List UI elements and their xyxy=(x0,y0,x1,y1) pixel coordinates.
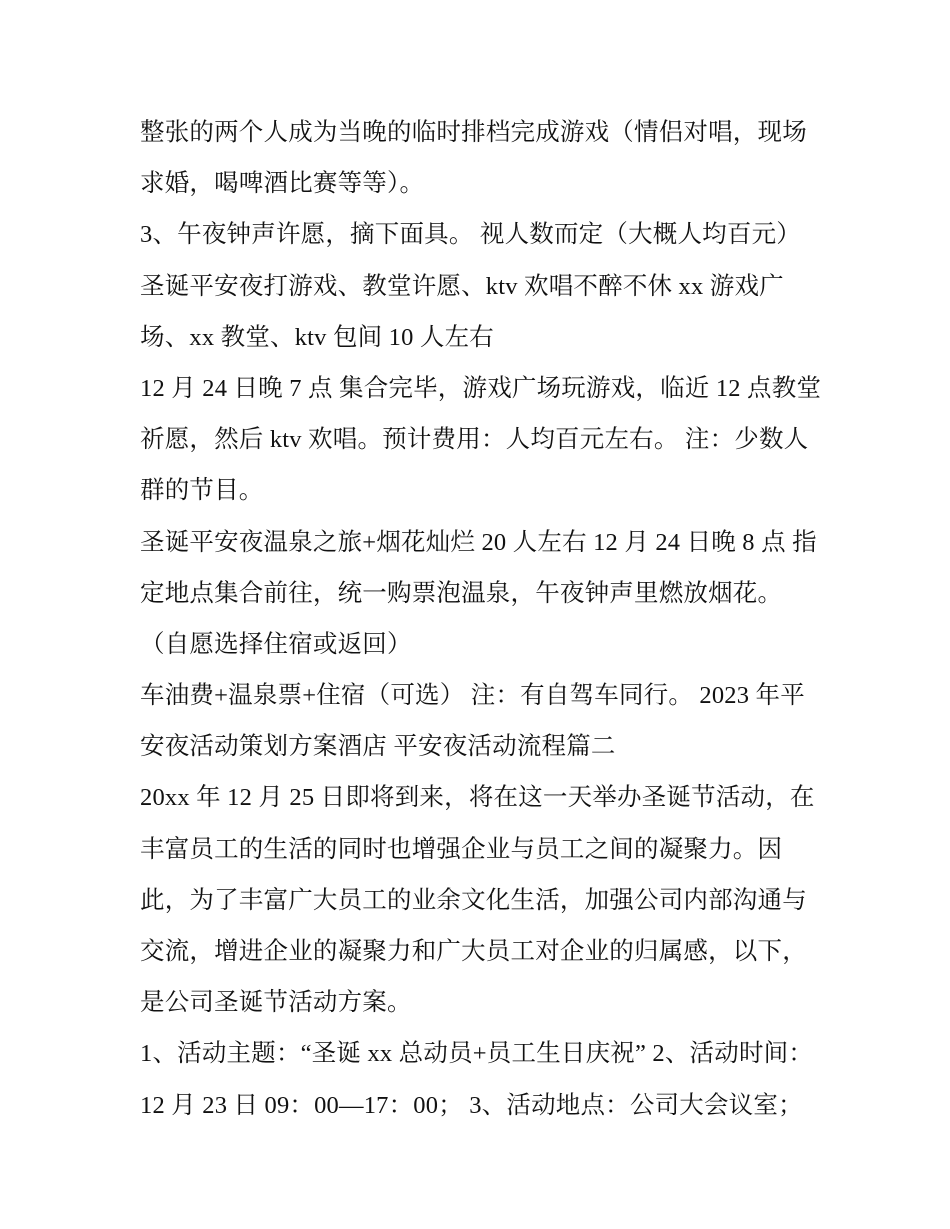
text-line: 整张的两个人成为当晚的临时排档完成游戏（情侣对唱，现场 xyxy=(140,119,807,146)
text-line: 12 月 23 日 09：00—17：00； 3、活动地点：公司大会议室； xyxy=(140,1091,803,1119)
text-line: 20xx 年 12 月 25 日即将到来，将在这一天举办圣诞节活动，在 xyxy=(140,784,815,812)
text-line: 群的节目。 xyxy=(140,477,264,505)
text-line: 祈愿，然后 ktv 欢唱。预计费用：人均百元左右。 注：少数人 xyxy=(140,426,809,454)
text-line: 定地点集合前往，统一购票泡温泉，午夜钟声里燃放烟花。 xyxy=(140,579,783,607)
text-line: 是公司圣诞节活动方案。 xyxy=(140,989,412,1017)
text-line: 12 月 24 日晚 7 点 集合完毕，游戏广场玩游戏，临近 12 点教堂 xyxy=(140,374,822,402)
text-line: 交流，增进企业的凝聚力和广大员工对企业的归属感，以下， xyxy=(140,938,807,965)
text-line: 丰富员工的生活的同时也增强企业与员工之间的凝聚力。因 xyxy=(140,835,783,863)
text-line: 安夜活动策划方案酒店 平安夜活动流程篇二 xyxy=(140,733,616,761)
text-line: 求婚，喝啤酒比赛等等）。 xyxy=(140,170,425,198)
text-line: 3、午夜钟声许愿，摘下面具。 视人数而定（大概人均百元） xyxy=(140,221,801,249)
document-body xyxy=(140,107,830,1131)
text-line: 场、xx 教堂、ktv 包间 10 人左右 xyxy=(140,323,495,351)
text-line: 圣诞平安夜打游戏、教堂许愿、ktv 欢唱不醉不休 xx 游戏广 xyxy=(140,272,784,300)
text-line: 车油费+温泉票+住宿（可选） 注：有自驾车同行。 2023 年平 xyxy=(140,682,805,710)
text-line: 此，为了丰富广大员工的业余文化生活，加强公司内部沟通与 xyxy=(140,886,807,914)
text-line: （自愿选择住宿或返回） xyxy=(140,630,412,658)
text-line: 1、活动主题：“圣诞 xx 总动员+员工生日庆祝” 2、活动时间： xyxy=(140,1040,814,1068)
text-line: 圣诞平安夜温泉之旅+烟花灿烂 20 人左右 12 月 24 日晚 8 点 指 xyxy=(140,528,817,556)
